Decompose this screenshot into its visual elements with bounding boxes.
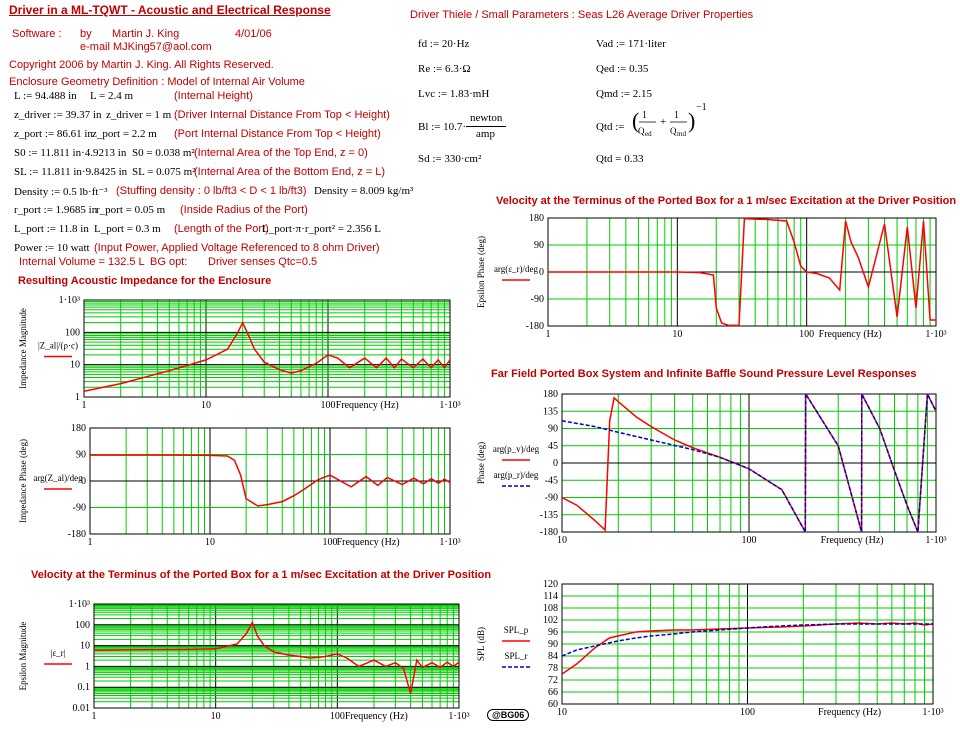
y-tick-label: -180 bbox=[539, 527, 558, 538]
y-tick-label: 90 bbox=[548, 423, 558, 435]
chart-title-impedance: Resulting Acoustic Impedance for the Enclosure bbox=[18, 275, 272, 287]
legend-label: SPL_r bbox=[504, 651, 528, 661]
y-tick-label: 180 bbox=[71, 423, 86, 434]
geom-result: Density = 8.009 kg/m³ bbox=[314, 185, 414, 197]
y-tick-label: -45 bbox=[544, 475, 558, 487]
y-axis-label: Phase (deg) bbox=[476, 441, 486, 485]
geom-expr: SL := 11.811 in·9.8425 in bbox=[14, 166, 128, 178]
geom-expr: S0 := 11.811 in·4.9213 in bbox=[14, 147, 127, 159]
x-axis-label: Frequency (Hz) bbox=[335, 400, 399, 411]
geom-expr: Density := 0.5 lb·ft⁻³ bbox=[14, 186, 108, 198]
series-line-main bbox=[84, 323, 450, 392]
geom-note: (Input Power, Applied Voltage Referenced to 8 ohm Driver) bbox=[94, 242, 380, 254]
software-label: Software : bbox=[12, 28, 62, 40]
y-tick-label: 1 bbox=[75, 392, 80, 403]
geom-result: L_port = 0.3 m bbox=[94, 223, 161, 235]
plot-area bbox=[84, 300, 450, 397]
x-tick-label: 1·10³ bbox=[439, 400, 461, 411]
chart-title-velocity-phase: Velocity at the Terminus of the Ported Box for a 1 m/sec Excitation at the Driver Position bbox=[496, 195, 957, 207]
x-tick-label: 10 bbox=[557, 535, 567, 546]
y-axis-label: Epsilon Magnitude bbox=[18, 621, 28, 691]
geom-note: (Internal Height) bbox=[174, 90, 253, 102]
x-tick-label: 10 bbox=[557, 707, 567, 718]
impedance-phase-chart bbox=[18, 422, 463, 552]
author-name: Martin J. King bbox=[112, 28, 180, 40]
legend bbox=[38, 341, 78, 357]
geom-expr: r_port := 1.9685 in bbox=[14, 204, 98, 216]
y-tick-label: 0 bbox=[539, 267, 544, 278]
geom-result: z_driver = 1 m bbox=[106, 109, 172, 121]
x-tick-label: 100 bbox=[322, 537, 338, 548]
y-axis-label: Impedance Phase (deg) bbox=[18, 439, 28, 523]
x-tick-label: 100 bbox=[799, 329, 815, 340]
svg-text:): ) bbox=[688, 108, 696, 133]
y-tick-label: 1·10³ bbox=[58, 295, 80, 306]
x-tick-label: 1 bbox=[81, 400, 87, 411]
geom-expr: z_port := 86.61 in bbox=[14, 128, 93, 140]
y-tick-label: 84 bbox=[548, 651, 558, 662]
x-tick-label: 1 bbox=[87, 537, 93, 548]
date-label: 4/01/06 bbox=[235, 28, 272, 40]
internal-volume: Internal Volume = 132.5 L bbox=[19, 256, 145, 268]
param-qmd: Qmd := 2.15 bbox=[596, 88, 653, 100]
enclosure-heading: Enclosure Geometry Definition : Model of Internal Air Volume bbox=[9, 76, 305, 88]
legend-label: |ε_r| bbox=[50, 648, 66, 658]
y-tick-label: -180 bbox=[67, 529, 86, 540]
plot-frame bbox=[84, 300, 450, 397]
legend-label: arg(p_v)/deg bbox=[492, 444, 540, 454]
plot-area bbox=[562, 394, 936, 532]
x-tick-label: 10 bbox=[672, 329, 683, 340]
y-tick-label: 0.01 bbox=[72, 703, 90, 714]
geom-expr: z_driver := 39.37 in bbox=[14, 109, 102, 121]
geom-result: z_port = 2.2 m bbox=[92, 128, 157, 140]
x-axis-label: Frequency (Hz) bbox=[820, 535, 884, 546]
x-tick-label: 1·10³ bbox=[925, 329, 947, 340]
page-title: Driver in a ML-TQWT - Acoustic and Electrical Response bbox=[9, 3, 331, 17]
geom-result: L = 2.4 m bbox=[90, 90, 134, 102]
legend-label: arg(ε_r)/deg bbox=[493, 264, 539, 274]
geom-expr: L := 94.488 in bbox=[14, 90, 77, 102]
y-tick-label: 1 bbox=[85, 661, 90, 673]
y-tick-label: 78 bbox=[548, 663, 558, 674]
plot-area bbox=[562, 584, 933, 704]
geom-note: (Driver Internal Distance From Top < Height) bbox=[174, 109, 390, 121]
x-axis-label: Frequency (Hz) bbox=[336, 537, 400, 548]
geom-result: S0 = 0.038 m² bbox=[132, 147, 195, 159]
x-tick-label: 10 bbox=[210, 711, 221, 722]
param-qtd-value: Qtd = 0.33 bbox=[596, 153, 644, 165]
y-tick-label: 114 bbox=[543, 591, 558, 602]
y-tick-label: 0.1 bbox=[77, 682, 90, 694]
legend bbox=[494, 264, 539, 280]
x-tick-label: 100 bbox=[741, 535, 757, 546]
svg-text:Q: Q bbox=[670, 126, 677, 136]
y-axis-label: Impedance Magnitude bbox=[18, 308, 28, 389]
y-tick-label: -90 bbox=[544, 492, 558, 504]
geom-note: (Inside Radius of the Port) bbox=[180, 204, 308, 216]
y-tick-label: 10 bbox=[70, 359, 80, 371]
y-tick-label: 135 bbox=[543, 406, 558, 418]
spl-chart bbox=[476, 580, 948, 720]
legend bbox=[33, 473, 83, 489]
y-tick-label: 90 bbox=[548, 639, 558, 650]
param-qed: Qed := 0.35 bbox=[596, 63, 649, 75]
legend bbox=[44, 648, 72, 664]
y-tick-label: 10 bbox=[80, 640, 90, 652]
param-bl-unit-num: newton bbox=[470, 112, 503, 124]
legend bbox=[493, 444, 540, 486]
x-tick-label: 100 bbox=[740, 707, 755, 718]
plot-area bbox=[94, 604, 459, 708]
y-tick-label: -90 bbox=[530, 294, 544, 305]
geom-expr: Power := 10 watt bbox=[14, 242, 90, 254]
velocity-phase-chart bbox=[476, 214, 948, 346]
bl-fraction-bar bbox=[466, 126, 506, 127]
driver-heading: Driver Thiele / Small Parameters : Seas L26 Average Driver Properties bbox=[410, 9, 754, 21]
y-tick-label: 180 bbox=[543, 389, 558, 400]
geom-result: SL = 0.075 m² bbox=[132, 166, 196, 178]
chart-title-far-field: Far Field Ported Box System and Infinite Baffle Sound Pressure Level Responses bbox=[491, 368, 917, 380]
svg-text:1: 1 bbox=[674, 110, 679, 121]
email-label: e-mail MJKing57@aol.com bbox=[80, 41, 212, 53]
legend bbox=[502, 625, 530, 667]
copyright-text: Copyright 2006 by Martin J. King. All Rights Reserved. bbox=[9, 59, 274, 71]
y-tick-label: -135 bbox=[539, 509, 558, 521]
y-tick-label: 45 bbox=[548, 440, 558, 452]
svg-text:1: 1 bbox=[642, 110, 647, 121]
geom-note: (Stuffing density : 0 lb/ft3 < D < 1 lb/ft3) bbox=[116, 185, 307, 197]
param-re: Re := 6.3·Ω bbox=[418, 63, 471, 75]
param-sd: Sd := 330·cm² bbox=[418, 153, 482, 165]
x-tick-label: 1·10³ bbox=[922, 707, 944, 718]
x-tick-label: 1·10³ bbox=[448, 711, 470, 722]
svg-text:+: + bbox=[660, 116, 667, 128]
x-tick-label: 1 bbox=[545, 329, 551, 340]
geom-note: (Length of the Port) bbox=[174, 223, 269, 235]
bg06-stamp: @BG06 bbox=[487, 709, 529, 721]
x-tick-label: 100 bbox=[329, 711, 345, 722]
y-tick-label: 66 bbox=[548, 687, 558, 698]
svg-text:Q: Q bbox=[638, 126, 645, 136]
x-tick-label: 1 bbox=[91, 711, 97, 722]
y-tick-label: 96 bbox=[548, 627, 558, 638]
y-tick-label: 100 bbox=[65, 327, 80, 339]
param-vad: Vad := 171·liter bbox=[596, 38, 666, 50]
y-tick-label: 60 bbox=[548, 699, 558, 710]
legend-label: |Z_al|/(ρ·c) bbox=[37, 340, 79, 351]
chart-title-velocity-mag: Velocity at the Terminus of the Ported Box for a 1 m/sec Excitation at the Driver Position bbox=[31, 569, 492, 581]
param-fd: fd := 20·Hz bbox=[418, 38, 470, 50]
y-axis-label: SPL (dB) bbox=[476, 627, 486, 661]
x-tick-label: 10 bbox=[205, 537, 215, 548]
x-axis-label: Frequency (Hz) bbox=[818, 329, 882, 340]
velocity-magnitude-chart bbox=[18, 596, 473, 724]
y-tick-label: -90 bbox=[72, 502, 86, 514]
x-tick-label: 1·10³ bbox=[925, 535, 947, 546]
impedance-magnitude-chart bbox=[18, 292, 463, 422]
y-tick-label: -180 bbox=[525, 321, 544, 332]
bg-opt-label: BG opt: bbox=[150, 256, 188, 268]
by-label: by bbox=[80, 28, 92, 40]
legend-label: arg(Z_al)/deg bbox=[33, 473, 83, 483]
y-tick-label: 180 bbox=[529, 213, 544, 224]
param-bl-unit-den: amp bbox=[476, 128, 495, 140]
param-qtd-label: Qtd := bbox=[596, 121, 625, 133]
y-tick-label: 90 bbox=[534, 240, 544, 251]
param-lvc: Lvc := 1.83·mH bbox=[418, 88, 490, 100]
x-axis-label: Frequency (Hz) bbox=[818, 707, 882, 718]
qtc-label: Driver senses Qtc=0.5 bbox=[208, 256, 318, 268]
geom-expr: L_port := 11.8 in bbox=[14, 223, 89, 235]
y-tick-label: 102 bbox=[543, 615, 558, 626]
y-tick-label: 0 bbox=[81, 476, 86, 487]
qtd-formula bbox=[630, 102, 707, 144]
y-tick-label: 100 bbox=[75, 619, 90, 631]
x-axis-label: Frequency (Hz) bbox=[344, 711, 408, 722]
x-tick-label: 1·10³ bbox=[439, 537, 461, 548]
x-tick-label: 10 bbox=[201, 400, 211, 411]
svg-text:md: md bbox=[677, 130, 686, 138]
geom-note: (Internal Area of the Top End, z = 0) bbox=[194, 147, 368, 159]
geom-note: (Internal Area of the Bottom End, z = L) bbox=[194, 166, 386, 178]
far-field-phase-chart bbox=[476, 390, 948, 550]
svg-text:−1: −1 bbox=[696, 102, 707, 113]
legend-label: SPL_p bbox=[503, 625, 529, 635]
legend-label: arg(p_r)/deg bbox=[493, 470, 539, 480]
y-tick-label: 72 bbox=[548, 675, 558, 686]
y-axis-label: Epsilon Phase (deg) bbox=[476, 236, 486, 308]
y-tick-label: 1·10³ bbox=[68, 599, 90, 610]
y-tick-label: 120 bbox=[543, 579, 558, 590]
svg-text:(: ( bbox=[632, 108, 640, 133]
y-tick-label: 0 bbox=[553, 458, 558, 469]
param-bl: Bl := 10.7· bbox=[418, 121, 467, 133]
y-tick-label: 108 bbox=[543, 603, 558, 614]
svg-text:ed: ed bbox=[645, 130, 652, 138]
y-tick-label: 90 bbox=[76, 449, 86, 461]
geom-note: (Port Internal Distance From Top < Height) bbox=[174, 128, 381, 140]
x-tick-label: 100 bbox=[320, 400, 336, 411]
port-area: L_port·π·r_port² = 2.356 L bbox=[262, 223, 381, 235]
geom-result: r_port = 0.05 m bbox=[96, 204, 166, 216]
